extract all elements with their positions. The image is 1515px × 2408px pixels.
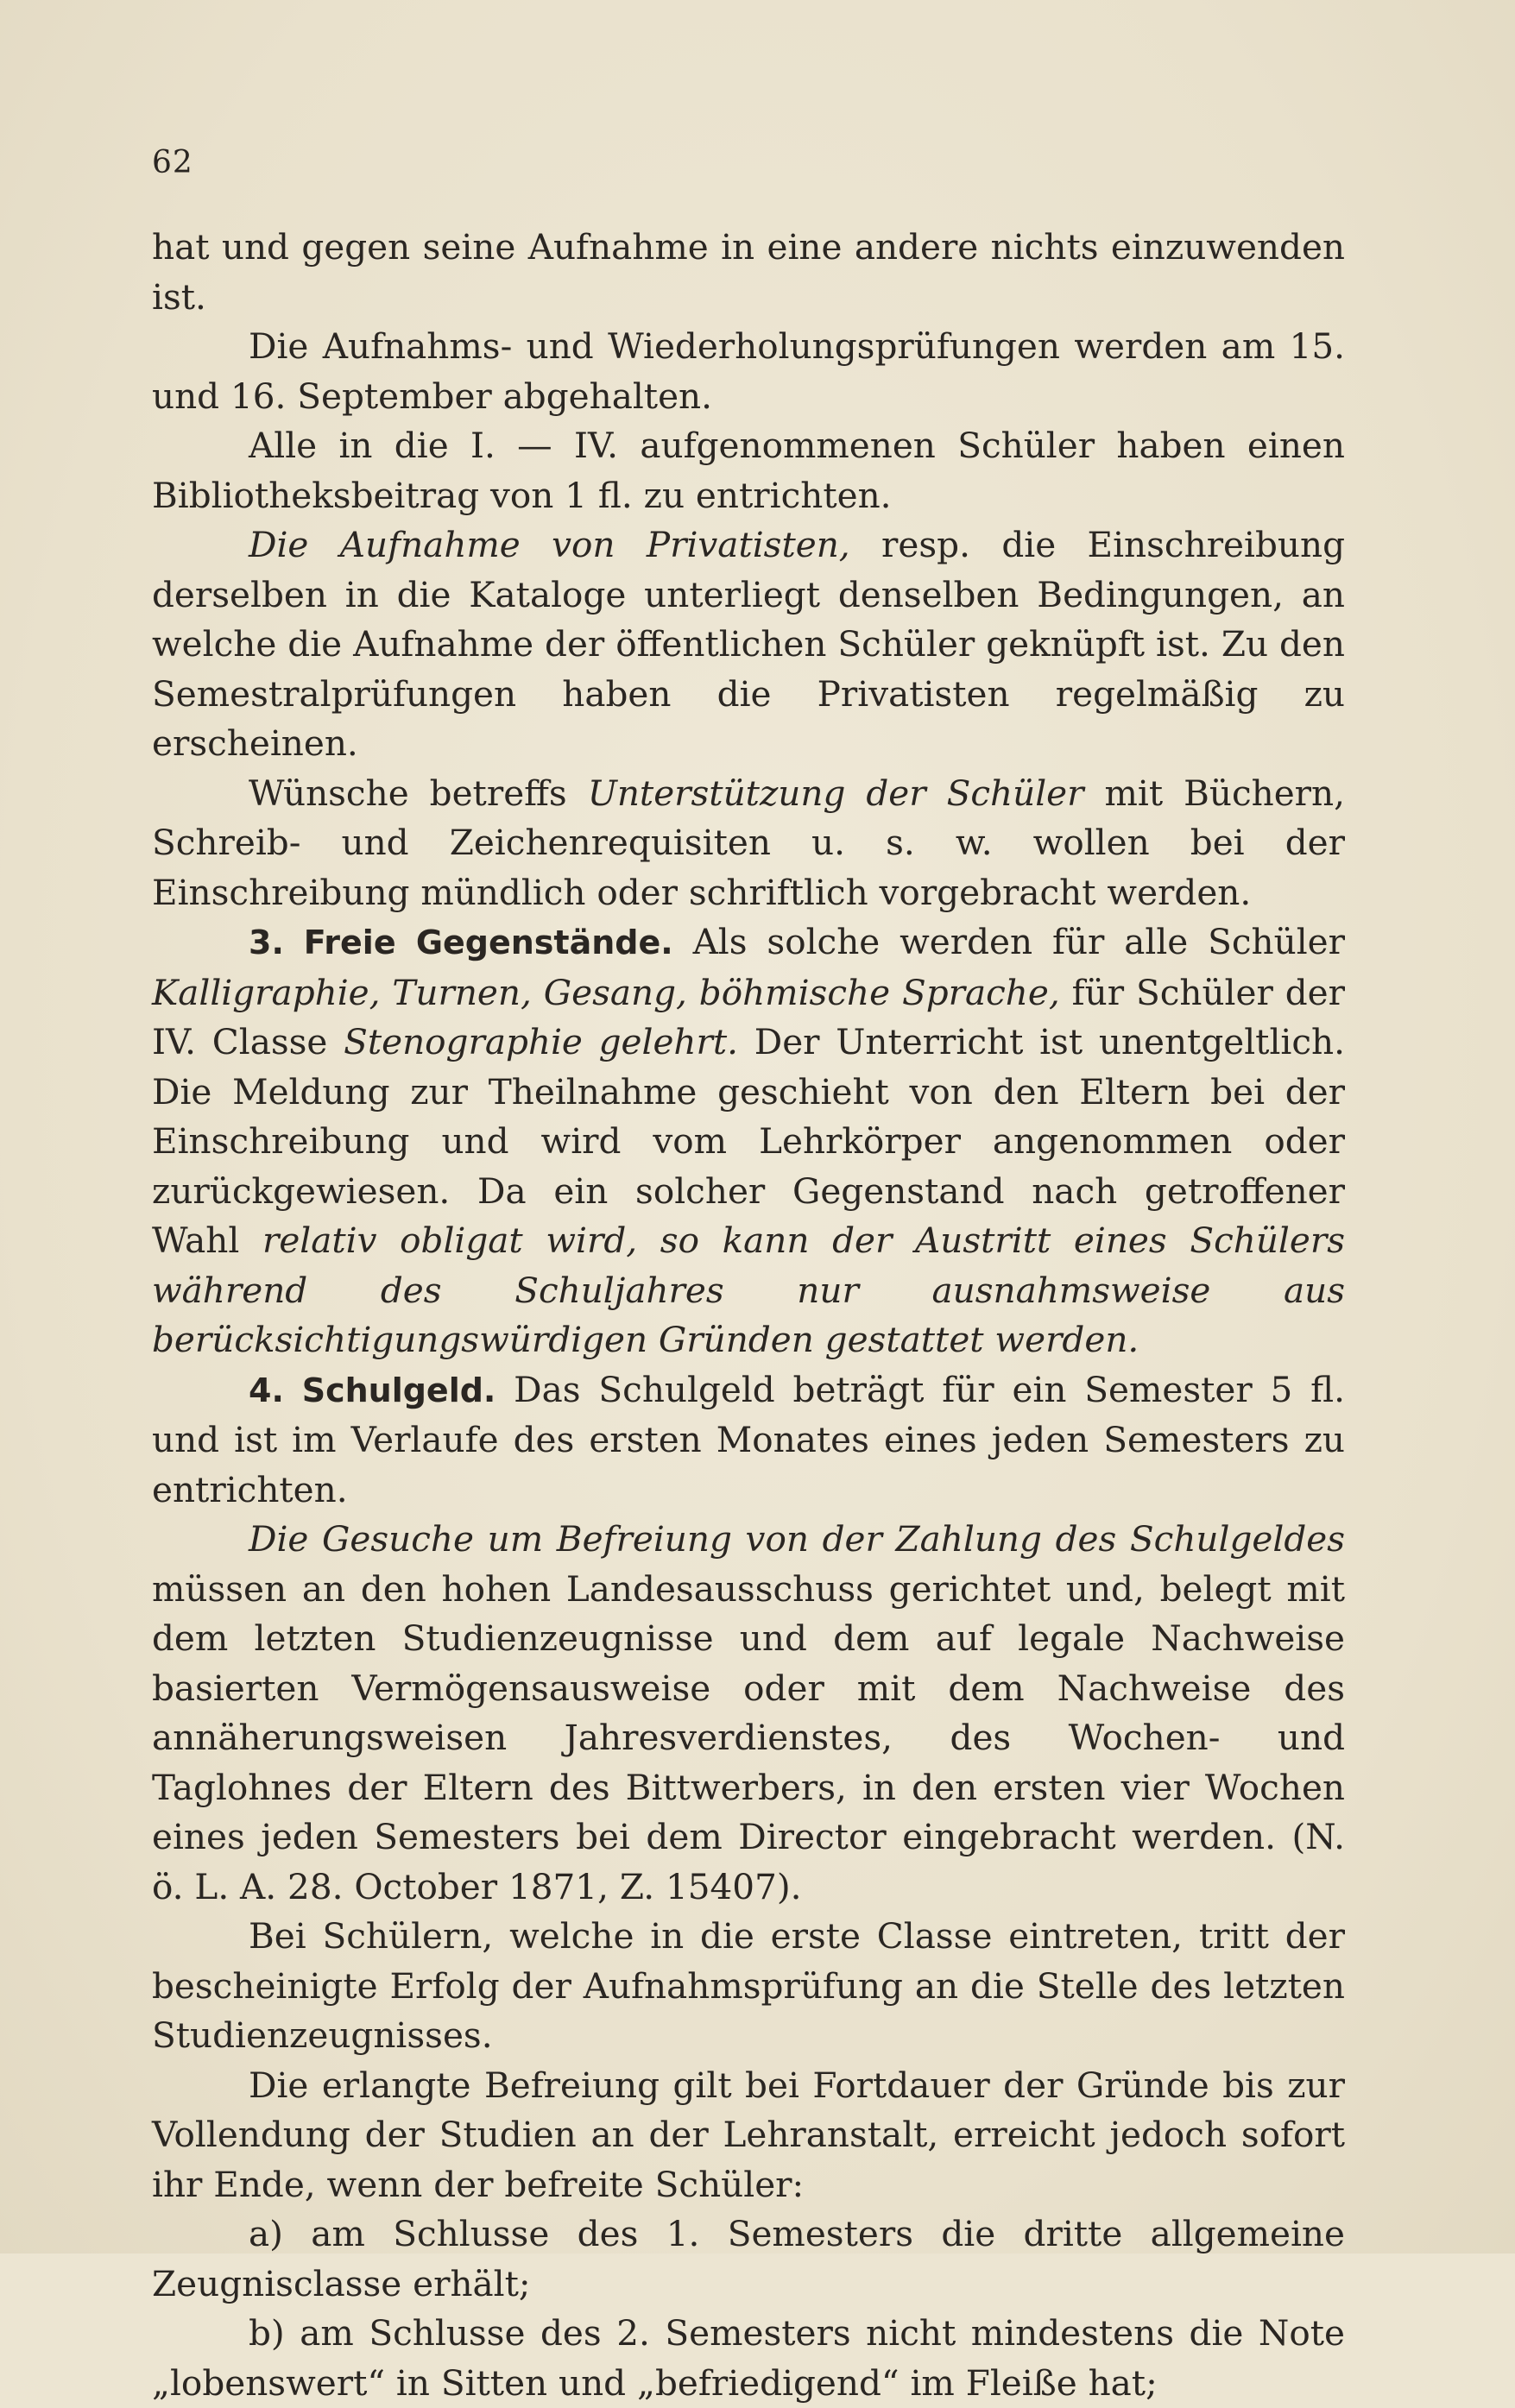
section-4-title: Schulgeld. (301, 1371, 496, 1409)
section-3-number: 3. (249, 923, 284, 961)
text-private-students: resp. die Einschreibung derselben in die Kataloge unterliegt denselben Bedingungen, an welche die Aufnahme der öffentlichen Schüler geknüpft ist. Zu den Semestralprüfungen haben die Privatisten regelmäßig zu erscheinen. (152, 524, 1345, 764)
text-support-a: Wünsche betreffs (249, 772, 588, 814)
text-s4: Das Schulgeld beträgt für ein Semester 5 fl. und ist im Verlaufe des ersten Monates eines jeden Semesters zu entrichten. (152, 1368, 1345, 1510)
paragraph-exemption-requests (152, 1515, 1345, 1912)
text-exemption: müssen an den hohen Landesausschuss gerichtet und, belegt mit dem letzten Studienzeugnisse und dem auf legale Nachweise basierten Vermögensausweise oder mit dem Nachweise des annäherungsweisen Jahresverdienstes, des Wochen- und Taglohnes der Eltern des Bittwerbers, in den ersten vier Wochen eines jeden Semesters bei dem Director eingebracht werden. (N. ö. L. A. 28. October 1871, Z. 15407). (152, 1567, 1345, 1907)
text-s3-c: Der Unterricht ist unentgeltlich. Die Meldung zur Theilnahme geschieht von den Eltern bei der Einschreibung und wird vom Lehrkörper angenommen oder zurückgewiesen. Da ein solcher Gegenstand nach getroffener Wahl (152, 1021, 1345, 1261)
paragraph-first-class: Bei Schülern, welche in die erste Classe eintreten, tritt der bescheinigte Erfolg der Aufnahmsprüfung an die Stelle des letzten Studienzeugnisses. (152, 1915, 1345, 2056)
paragraph-exemption-validity: Die erlangte Befreiung gilt bei Fortdauer der Gründe bis zur Vollendung der Studien an der Lehranstalt, erreicht jedoch sofort ihr Ende, wenn der befreite Schüler: (152, 2064, 1345, 2205)
body-text (152, 223, 1345, 2408)
paragraph-exam-dates: Die Aufnahms- und Wiederholungsprüfungen werden am 15. und 16. September abgehalten. (152, 325, 1345, 417)
italic-exemption: Die Gesuche um Befreiung von der Zahlung des Schulgeldes (249, 1518, 1345, 1560)
page-number: 62 (152, 145, 193, 180)
italic-support: Unterstützung der Schüler (587, 772, 1084, 814)
paragraph-library-fee: Alle in die I. — IV. aufgenommenen Schüler haben einen Bibliotheksbeitrag von 1 fl. zu entrichten. (152, 425, 1345, 516)
list-item-b: b) am Schlusse des 2. Semesters nicht mindestens die Note „lobenswert“ in Sitten und „befriedigend“ im Fleiße hat; (152, 2312, 1345, 2404)
paragraph-continuation: hat und gegen seine Aufnahme in eine andere nichts einzuwenden ist. (152, 226, 1345, 318)
section-3-title: Freie Gegenstände. (303, 923, 673, 961)
text-s3-b: für Schüler der IV. Classe (152, 971, 1345, 1062)
section-free-subjects (152, 917, 1345, 1365)
text-support-b: mit Büchern, Schreib- und Zeichenrequisiten u. s. w. wollen bei der Einschreibung mündlich oder schriftlich vorgebracht werden. (152, 772, 1345, 913)
section-4-number: 4. (249, 1371, 284, 1409)
text-s3-a: Als solche werden für alle Schüler (672, 921, 1346, 962)
italic-s3-stenography: Stenographie gelehrt. (344, 1021, 739, 1062)
italic-private-students: Die Aufnahme von Privatisten, (249, 524, 850, 565)
italic-s3-subjects: Kalligraphie, Turnen, Gesang, böhmische Sprache, (152, 971, 1060, 1013)
italic-s3-obligat: relativ obligat wird, so kann der Austritt eines Schülers während des Schuljahres nur ausnahmsweise aus berücksichtigungswürdigen Gründen gestattet werden. (152, 1220, 1345, 1360)
list-item-a: a) am Schlusse des 1. Semesters die dritte allgemeine Zeugnisclasse erhält; (152, 2213, 1345, 2304)
paragraph-support (152, 769, 1345, 918)
paragraph-private-students (152, 520, 1345, 769)
section-school-fee (152, 1365, 1345, 1516)
